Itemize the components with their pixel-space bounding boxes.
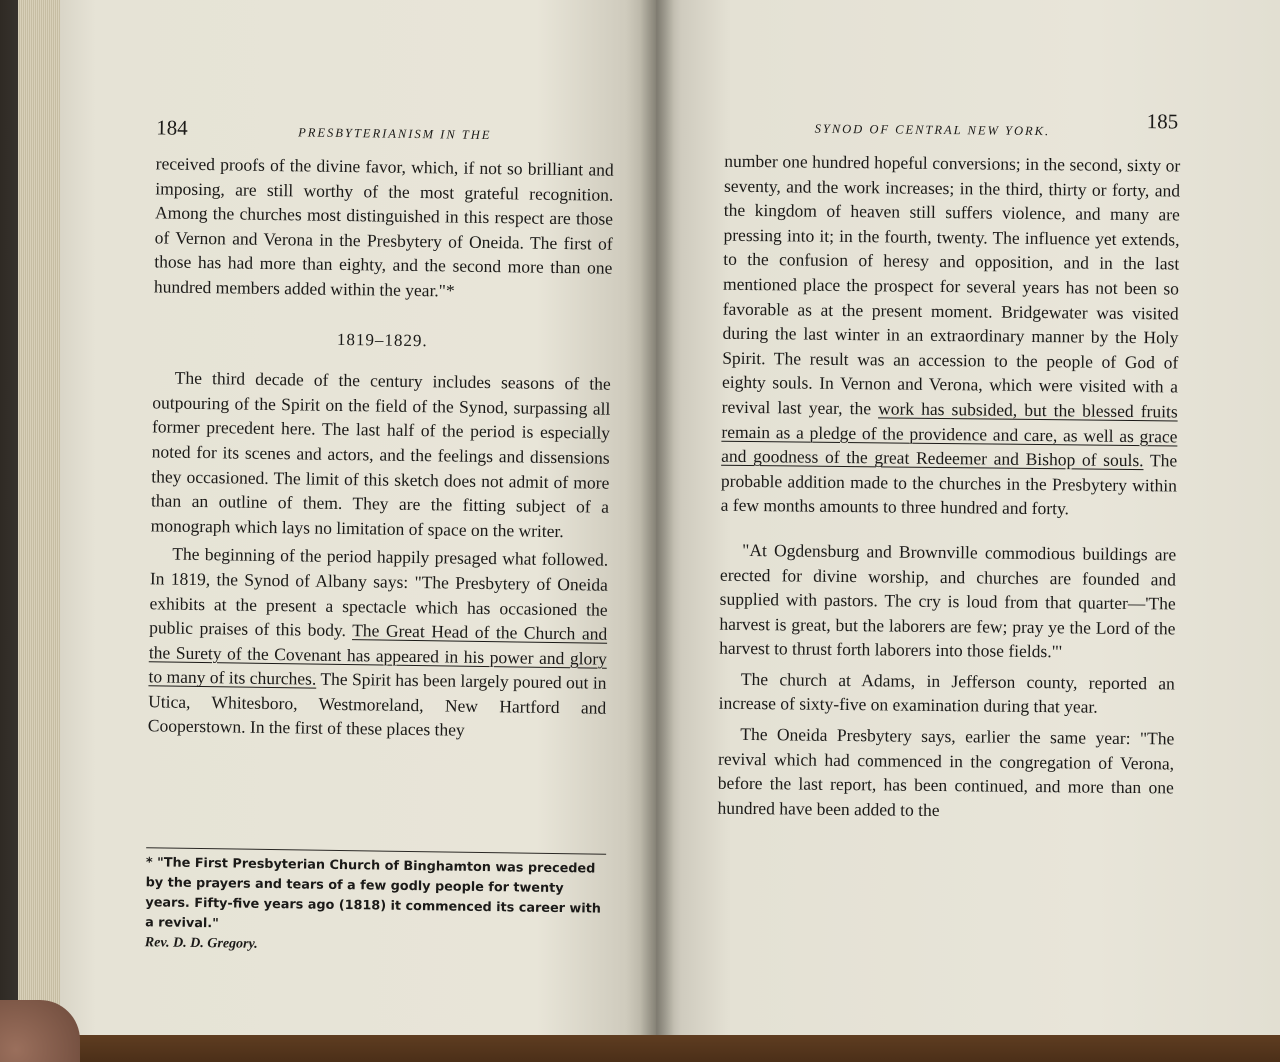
left-paragraph-3 <box>148 542 609 745</box>
left-paragraph-continued: received proofs of the divine favor, which, if not so brilliant and imposing, are still worthy of the most grateful recognition. Among the churches most distinguished in this respect are those of Vernon and Verona in the Presbytery of Oneida. The first of those has had more than eighty, and the second more than one hundred members added within the year."* <box>153 153 614 301</box>
running-head-left: PRESBYTERIANISM IN THE <box>298 125 492 143</box>
right-body-text <box>717 149 1180 825</box>
left-body-text <box>148 151 614 744</box>
left-page <box>60 0 656 1035</box>
right-paragraph-3: The church at Adams, in Jefferson county, reported an increase of sixty-five on examination during that year. <box>718 668 1175 718</box>
left-paragraph-2: The third decade of the century includes seasons of the outpouring of the Spirit on the field of the Synod, surpassing all former precedent here. The last half of the period is especially noted for its scenes and actors, and the feelings and dissensions they occasioned. The limit of this sketch does not admit of more than an outline of them. They are the fitting subject of a monograph which lays no limitation of space on the writer. <box>150 367 611 541</box>
underlined-passage-right: work has subsided, but the blessed fruits remain as a pledge of the providence and care, as well as grace and goodness of the great Redeemer and Bishop of souls. <box>721 398 1178 471</box>
left-paragraph-3-end: The Spirit has been largely poured out in Utica, Whitesboro, Westmoreland, New Hartford and Cooperstown. In the first of these places they <box>147 668 607 741</box>
underlined-passage-left: The Great Head of the Church and the Surety of the Covenant has appeared in his power and glory to many of its churches. <box>148 620 608 689</box>
page-number-left: 184 <box>156 115 188 140</box>
right-paragraph-1-end: The probable addition made to the churches in the Presbytery within a few months amounts to three hundred and forty. <box>720 450 1178 519</box>
left-paragraph-3-start: The beginning of the period happily presaged what followed. In 1819, the Synod of Albany says: "The Presbytery of Oneida exhibits at the present a spectacle which has occasioned the public praises of this body. <box>149 543 609 641</box>
page-number-right: 185 <box>1146 109 1179 134</box>
section-heading: 1819–1829. <box>336 329 428 350</box>
footnote-signature: Rev. D. D. Gregory. <box>144 935 258 952</box>
book-gutter <box>640 0 674 1035</box>
right-paragraph-2: "At Ogdensburg and Brownville commodious buildings are erected for divine worship, and churches are founded and supplied with pastors. The cry is loud from that quarter—'The harvest is great, but the laborers are few; pray ye the Lord of the harvest to thrust forth laborers into those fields."' <box>719 539 1177 662</box>
right-paragraph-4: The Oneida Presbytery says, earlier the same year: "The revival which had commenced in the congregation of Verona, before the last report, has been continued, and more than one hundred have been added to the <box>717 723 1175 820</box>
footnote-text: * "The First Presbyterian Church of Binghamton was preceded by the prayers and tears of a few godly people for twenty years. Fifty-five years ago (1818) it commenced its career with a revival." <box>145 855 601 932</box>
right-paragraph-1-start: number one hundred hopeful conversions; in the second, sixty or seventy, and the work increases; in the third, thirty or forty, and the kingdom of heaven still suffers violence, and many are pressing into it; in the fourth, twenty. The influence yet extends, to the confusion of heresy and opposition, and in the last mentioned place the prospect for several years has not been so favorable as at the present moment. Bridgewater was visited during the last winter in an extraordinary manner by the Holy Spirit. The result was an accession to the people of God of eighty souls. In Vernon and Verona, which were visited with a revival last year, the <box>721 150 1181 419</box>
right-page <box>656 0 1280 1035</box>
right-paragraph-1 <box>721 149 1181 523</box>
running-head-right: SYNOD OF CENTRAL NEW YORK. <box>814 121 1051 139</box>
footnote <box>145 853 604 959</box>
